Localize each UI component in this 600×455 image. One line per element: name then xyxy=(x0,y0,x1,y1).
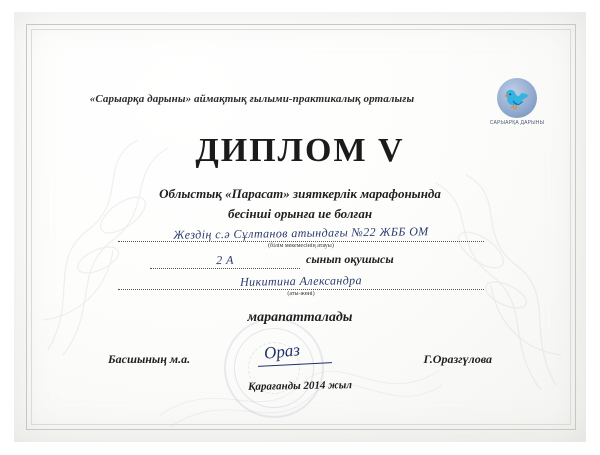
school-field xyxy=(118,224,484,242)
class-field-value: 2 А xyxy=(216,252,234,268)
body-line-1: Облыстық «Парасат» зияткерлік марафонында xyxy=(159,186,441,201)
handwritten-signature: Ораз xyxy=(263,340,301,363)
student-name-caption: (аты-жөні) xyxy=(287,291,315,297)
scan-margin-bottom xyxy=(0,442,600,455)
organization-line: «Сарыарқа дарыны» аймақтық ғылыми-практикалық орталығы xyxy=(89,93,415,105)
school-field-caption: (білім мекемесінің атауы) xyxy=(268,243,334,249)
body-line-2: бесінші орынға ие болған xyxy=(227,206,373,221)
scan-margin-right xyxy=(586,0,600,455)
logo-caption: САРЫАРҚА ДАРЫНЫ xyxy=(489,120,545,126)
student-name-value: Никитина Александра xyxy=(239,273,363,289)
signer-role-label: Басшының м.а. xyxy=(108,352,191,366)
scan-margin-top xyxy=(0,0,600,12)
organization-logo xyxy=(482,78,552,126)
official-seal-stamp xyxy=(224,318,324,418)
bird-glyph: 🐦 xyxy=(503,85,531,111)
class-field xyxy=(150,251,300,269)
place-and-date: Қарағанды 2014 жыл xyxy=(247,379,353,393)
scan-margin-left xyxy=(0,0,14,455)
class-field-label: сынып оқушысы xyxy=(306,252,394,266)
awarded-word: марапатталады xyxy=(247,310,353,325)
school-field-value: Жездің с.ә Сұлтанов атындағы №22 ЖББ ОМ xyxy=(173,224,429,242)
signer-name: Г.Оразгүлова xyxy=(423,352,492,366)
bird-emblem-icon xyxy=(497,78,537,118)
page-title: ДИПЛОМ V xyxy=(195,132,405,169)
student-name-field xyxy=(118,272,484,290)
